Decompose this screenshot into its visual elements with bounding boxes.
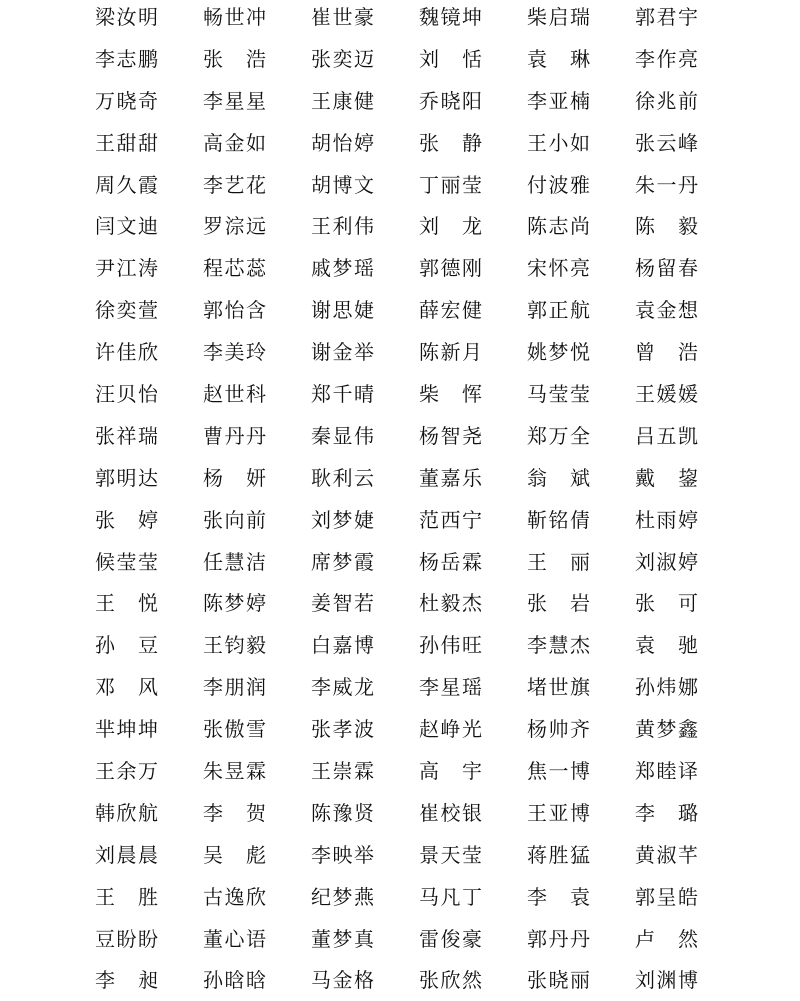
- name-cell: 李美玲: [203, 340, 266, 365]
- name-cell: 戚梦瑶: [311, 256, 374, 281]
- name-cell: 许佳欣: [95, 340, 158, 365]
- name-cell: 黄梦鑫: [635, 717, 698, 742]
- name-cell: 乔晓阳: [419, 88, 482, 113]
- name-cell: 谢金举: [311, 340, 374, 365]
- name-cell: 梁汝明: [95, 4, 158, 29]
- name-cell: 杨 妍: [203, 465, 266, 490]
- name-cell: 张 可: [635, 591, 698, 616]
- name-cell: 袁 驰: [635, 633, 698, 658]
- name-row: [95, 331, 735, 373]
- name-cell: 张晓丽: [527, 968, 590, 993]
- name-cell: 李 袁: [527, 884, 590, 909]
- name-cell: 郭君宇: [635, 4, 698, 29]
- name-cell: 陈志尚: [527, 214, 590, 239]
- name-cell: 胡博文: [311, 172, 374, 197]
- name-cell: 张欣然: [419, 968, 482, 993]
- name-cell: 黄淑芊: [635, 842, 698, 867]
- name-cell: 席梦霞: [311, 549, 374, 574]
- name-row: [95, 834, 735, 876]
- name-cell: 付波雅: [527, 172, 590, 197]
- name-cell: 刘淑婷: [635, 549, 698, 574]
- name-cell: 柴启瑞: [527, 4, 590, 29]
- name-cell: 焦一博: [527, 758, 590, 783]
- name-cell: 耿利云: [311, 465, 374, 490]
- name-cell: 高金如: [203, 130, 266, 155]
- name-cell: 张 婷: [95, 507, 158, 532]
- name-cell: 王 丽: [527, 549, 590, 574]
- name-cell: 李 昶: [95, 968, 158, 993]
- name-cell: 秦显伟: [311, 423, 374, 448]
- name-cell: 王媛媛: [635, 381, 698, 406]
- name-cell: 王余万: [95, 758, 158, 783]
- name-cell: 翁 斌: [527, 465, 590, 490]
- name-cell: 李星星: [203, 88, 266, 113]
- name-cell: 郑千晴: [311, 381, 374, 406]
- name-cell: 汪贝怡: [95, 381, 158, 406]
- name-cell: 郭明达: [95, 465, 158, 490]
- name-row: [95, 122, 735, 164]
- name-cell: 谢思婕: [311, 298, 374, 323]
- name-cell: 王 悦: [95, 591, 158, 616]
- name-cell: 曹丹丹: [203, 423, 266, 448]
- name-row: [95, 918, 735, 960]
- name-cell: 陈 毅: [635, 214, 698, 239]
- name-cell: 罗淙远: [203, 214, 266, 239]
- name-cell: 张祥瑞: [95, 423, 158, 448]
- name-cell: 崔校银: [419, 800, 482, 825]
- name-cell: 郭怡含: [203, 298, 266, 323]
- name-cell: 吴 彪: [203, 842, 266, 867]
- name-cell: 朱昱霖: [203, 758, 266, 783]
- name-grid: [95, 0, 735, 1001]
- name-cell: 雷俊豪: [419, 926, 482, 951]
- name-row: [95, 38, 735, 80]
- name-cell: 韩欣航: [95, 800, 158, 825]
- name-cell: 张 岩: [527, 591, 590, 616]
- name-row: [95, 247, 735, 289]
- name-cell: 郭正航: [527, 298, 590, 323]
- name-cell: 赵世科: [203, 381, 266, 406]
- name-row: [95, 582, 735, 624]
- name-cell: 孙伟旺: [419, 633, 482, 658]
- name-cell: 李 贺: [203, 800, 266, 825]
- name-cell: 张 浩: [203, 46, 266, 71]
- name-row: [95, 624, 735, 666]
- name-row: [95, 373, 735, 415]
- name-cell: 杨智尧: [419, 423, 482, 448]
- name-cell: 刘 恬: [419, 46, 482, 71]
- name-cell: 刘渊博: [635, 968, 698, 993]
- name-cell: 马莹莹: [527, 381, 590, 406]
- name-cell: 邓 风: [95, 675, 158, 700]
- name-cell: 王小如: [527, 130, 590, 155]
- name-cell: 王甜甜: [95, 130, 158, 155]
- name-cell: 赵峥光: [419, 717, 482, 742]
- name-cell: 崔世豪: [311, 4, 374, 29]
- name-row: [95, 666, 735, 708]
- name-row: [95, 415, 735, 457]
- name-cell: 董嘉乐: [419, 465, 482, 490]
- name-cell: 堵世旗: [527, 675, 590, 700]
- name-row: [95, 205, 735, 247]
- name-cell: 高 宇: [419, 758, 482, 783]
- name-cell: 杜毅杰: [419, 591, 482, 616]
- name-cell: 薛宏健: [419, 298, 482, 323]
- name-row: [95, 499, 735, 541]
- name-cell: 李慧杰: [527, 633, 590, 658]
- name-cell: 姚梦悦: [527, 340, 590, 365]
- name-cell: 李艺花: [203, 172, 266, 197]
- name-row: [95, 0, 735, 38]
- name-row: [95, 457, 735, 499]
- name-cell: 畅世冲: [203, 4, 266, 29]
- name-cell: 李威龙: [311, 675, 374, 700]
- name-cell: 景天莹: [419, 842, 482, 867]
- name-cell: 朱一丹: [635, 172, 698, 197]
- name-cell: 张云峰: [635, 130, 698, 155]
- name-cell: 古逸欣: [203, 884, 266, 909]
- name-cell: 袁金想: [635, 298, 698, 323]
- name-cell: 闫文迪: [95, 214, 158, 239]
- name-cell: 王钧毅: [203, 633, 266, 658]
- name-cell: 周久霞: [95, 172, 158, 197]
- name-cell: 豆盼盼: [95, 926, 158, 951]
- name-cell: 张 静: [419, 130, 482, 155]
- name-cell: 刘晨晨: [95, 842, 158, 867]
- name-cell: 李作亮: [635, 46, 698, 71]
- name-cell: 徐兆前: [635, 88, 698, 113]
- name-cell: 李星瑶: [419, 675, 482, 700]
- name-cell: 靳铭倩: [527, 507, 590, 532]
- name-cell: 李亚楠: [527, 88, 590, 113]
- name-cell: 王康健: [311, 88, 374, 113]
- name-cell: 杜雨婷: [635, 507, 698, 532]
- name-cell: 范西宁: [419, 507, 482, 532]
- name-cell: 胡怡婷: [311, 130, 374, 155]
- name-cell: 杨帅齐: [527, 717, 590, 742]
- name-cell: 尹江涛: [95, 256, 158, 281]
- name-cell: 王利伟: [311, 214, 374, 239]
- name-cell: 杨岳霖: [419, 549, 482, 574]
- name-cell: 孙晗晗: [203, 968, 266, 993]
- name-cell: 程芯蕊: [203, 256, 266, 281]
- name-row: [95, 80, 735, 122]
- name-cell: 陈梦婷: [203, 591, 266, 616]
- name-cell: 李志鹏: [95, 46, 158, 71]
- name-cell: 郭呈皓: [635, 884, 698, 909]
- name-cell: 万晓奇: [95, 88, 158, 113]
- name-cell: 王崇霖: [311, 758, 374, 783]
- name-cell: 袁 琳: [527, 46, 590, 71]
- name-cell: 杨留春: [635, 256, 698, 281]
- name-cell: 陈豫贤: [311, 800, 374, 825]
- name-cell: 魏镜坤: [419, 4, 482, 29]
- name-cell: 候莹莹: [95, 549, 158, 574]
- name-cell: 郑万全: [527, 423, 590, 448]
- name-cell: 郭丹丹: [527, 926, 590, 951]
- name-cell: 董梦真: [311, 926, 374, 951]
- name-cell: 李朋润: [203, 675, 266, 700]
- name-cell: 张傲雪: [203, 717, 266, 742]
- name-cell: 李 璐: [635, 800, 698, 825]
- name-cell: 白嘉博: [311, 633, 374, 658]
- name-cell: 宋怀亮: [527, 256, 590, 281]
- name-cell: 纪梦燕: [311, 884, 374, 909]
- name-cell: 曾 浩: [635, 340, 698, 365]
- name-cell: 王 胜: [95, 884, 158, 909]
- name-row: [95, 876, 735, 918]
- name-cell: 芈坤坤: [95, 717, 158, 742]
- name-row: [95, 792, 735, 834]
- name-cell: 陈新月: [419, 340, 482, 365]
- name-cell: 丁丽莹: [419, 172, 482, 197]
- name-cell: 刘梦婕: [311, 507, 374, 532]
- name-cell: 董心语: [203, 926, 266, 951]
- name-cell: 郑睦译: [635, 758, 698, 783]
- name-cell: 张孝波: [311, 717, 374, 742]
- name-cell: 任慧洁: [203, 549, 266, 574]
- name-cell: 王亚博: [527, 800, 590, 825]
- name-cell: 吕五凯: [635, 423, 698, 448]
- name-cell: 姜智若: [311, 591, 374, 616]
- name-row: [95, 750, 735, 792]
- name-row: [95, 541, 735, 583]
- name-cell: 马金格: [311, 968, 374, 993]
- name-row: [95, 959, 735, 1001]
- name-cell: 李映举: [311, 842, 374, 867]
- name-cell: 马凡丁: [419, 884, 482, 909]
- name-cell: 张奕迈: [311, 46, 374, 71]
- name-cell: 戴 鋆: [635, 465, 698, 490]
- name-cell: 蒋胜猛: [527, 842, 590, 867]
- name-row: [95, 708, 735, 750]
- name-cell: 郭德刚: [419, 256, 482, 281]
- name-cell: 柴 恽: [419, 381, 482, 406]
- name-row: [95, 289, 735, 331]
- name-row: [95, 164, 735, 206]
- name-cell: 徐奕萱: [95, 298, 158, 323]
- name-cell: 卢 然: [635, 926, 698, 951]
- name-cell: 张向前: [203, 507, 266, 532]
- name-cell: 刘 龙: [419, 214, 482, 239]
- name-cell: 孙炜娜: [635, 675, 698, 700]
- name-cell: 孙 豆: [95, 633, 158, 658]
